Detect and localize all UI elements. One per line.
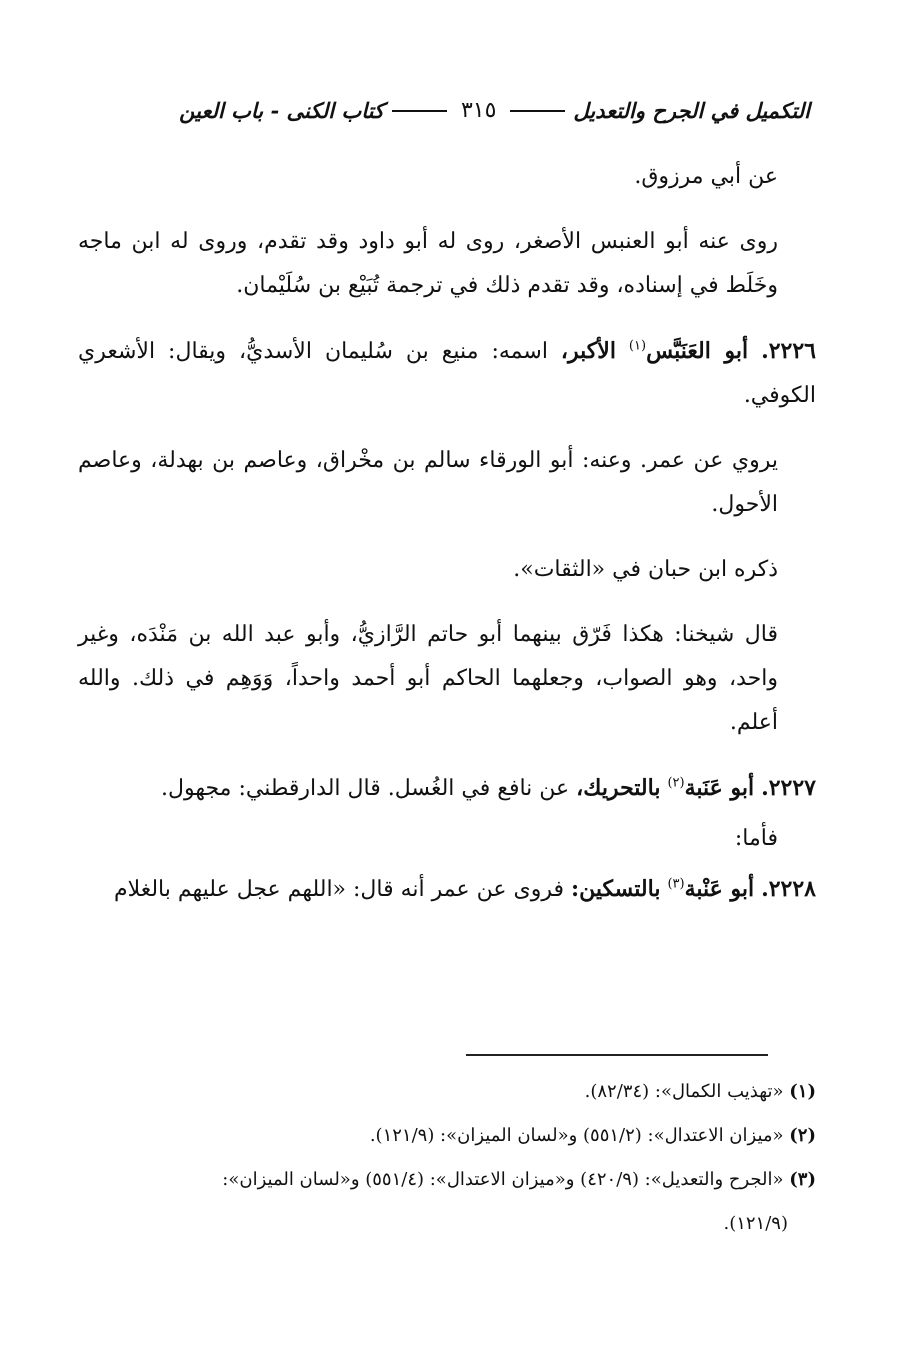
paragraph: قال شيخنا: هكذا فَرّق بينهما أبو حاتم الرَّازيُّ، وأبو عبد الله بن مَنْدَه، وغير واحد، وهو الصواب، وجعلهما الحاكم أبو أحمد واحداً، وَوَهِم في ذلك. والله أعلم. xyxy=(78,622,778,735)
entry-text: اسمه: منيع بن سُليمان الأسديُّ، ويقال: الأشعري الكوفي. xyxy=(78,339,816,408)
entry-text: فروى عن عمر أنه قال: «اللهم عجل عليهم بالغلام xyxy=(113,877,564,902)
entry-number: ٢٢٢٦. xyxy=(761,338,816,364)
footnote-text: «ميزان الاعتدال»: (٥٥١/٢) و«لسان الميزان»: (١٢١/٩). xyxy=(369,1125,784,1146)
entry-2226 xyxy=(78,329,816,418)
footnote-number: (١) xyxy=(789,1081,816,1102)
header-section-title: كتاب الكنى - باب العين xyxy=(179,98,384,123)
page-number: ٣١٥ xyxy=(460,98,497,123)
footnote-ref[interactable]: (٢) xyxy=(667,775,685,791)
paragraph: عن أبي مرزوق. xyxy=(634,164,778,189)
paragraph: روى عنه أبو العنبس الأصغر، روى له أبو داود وقد تقدم، وروى له ابن ماجه وخَلَط في إسناده، وقد تقدم ذلك في ترجمة تُبَيْع بن سُلَيْمان. xyxy=(78,229,778,298)
footnote-continuation: (١٢١/٩). xyxy=(723,1213,788,1234)
entry-name: أبو العَنَبَّس xyxy=(646,338,749,364)
footnote-ref[interactable]: (١) xyxy=(628,338,647,354)
entry-text: عن نافع في الغُسل. قال الدارقطني: مجهول. xyxy=(161,776,570,801)
entry-name: أبو عَنْبة xyxy=(684,876,755,902)
footnote xyxy=(78,1114,816,1158)
footnote-number: (٣) xyxy=(789,1169,816,1190)
paragraph: يروي عن عمر. وعنه: أبو الورقاء سالم بن مخْراق، وعاصم بن بهدلة، وعاصم الأحول. xyxy=(78,448,778,517)
entry-name: أبو عَنَبة xyxy=(684,775,755,801)
paragraph: فأما: xyxy=(734,826,778,851)
header-dash xyxy=(392,110,447,112)
footnote-number: (٢) xyxy=(789,1125,816,1146)
paragraph: ذكره ابن حبان في «الثقات». xyxy=(513,557,778,582)
footnote-separator xyxy=(466,1054,768,1056)
footnote-text: «الجرح والتعديل»: (٤٢٠/٩) و«ميزان الاعتدال»: (٥٥١/٤) و«لسان الميزان»: xyxy=(222,1169,784,1190)
header-book-title: التكميل في الجرح والتعديل xyxy=(573,98,810,123)
entry-qualifier: بالتسكين: xyxy=(571,876,661,902)
entry-epithet: الأكبر، xyxy=(560,338,616,364)
running-header xyxy=(115,98,818,123)
main-text xyxy=(78,155,816,933)
footnote xyxy=(78,1158,816,1202)
entry-qualifier: بالتحريك، xyxy=(576,775,661,801)
header-dash xyxy=(510,110,565,112)
footnote xyxy=(78,1070,816,1114)
entry-2227 xyxy=(78,766,816,811)
footnotes xyxy=(78,1070,816,1246)
entry-number: ٢٢٢٨. xyxy=(761,876,816,902)
entry-number: ٢٢٢٧. xyxy=(761,775,816,801)
entry-2228 xyxy=(78,867,816,912)
footnote-ref[interactable]: (٣) xyxy=(667,876,685,892)
footnote-text: «تهذيب الكمال»: (٨٢/٣٤). xyxy=(584,1081,784,1102)
